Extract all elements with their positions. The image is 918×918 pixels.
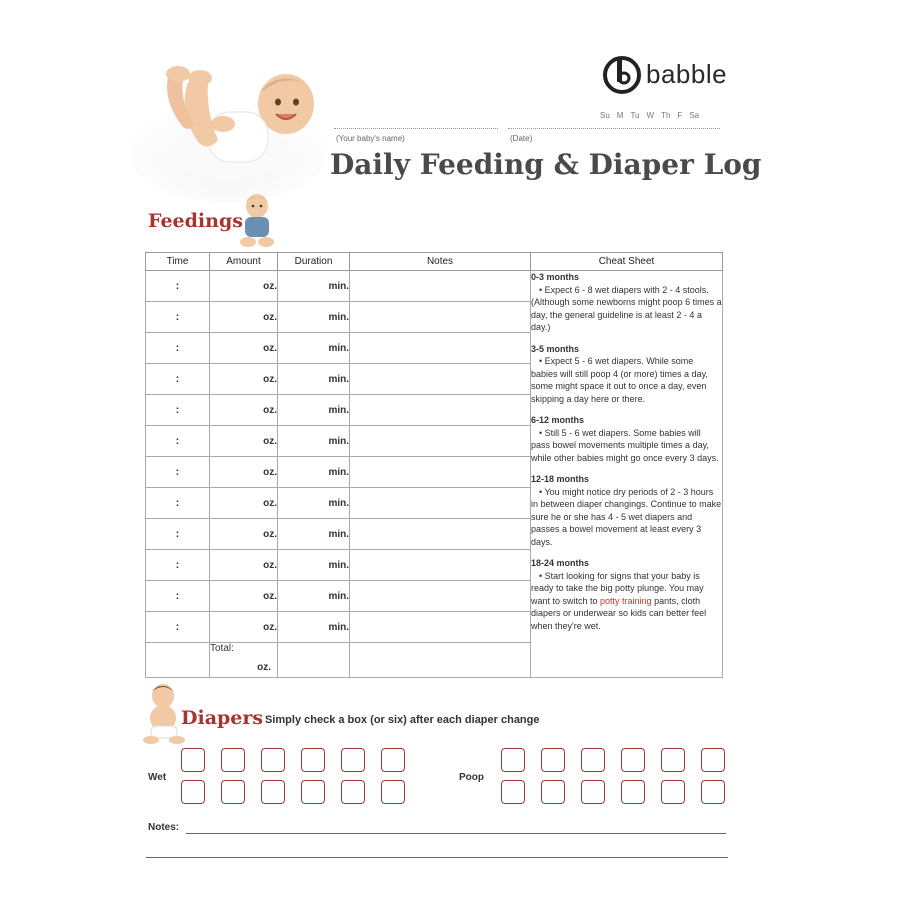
- wet-checkbox[interactable]: [301, 780, 325, 804]
- cheat-section: [531, 343, 722, 406]
- notes-label: Notes:: [148, 822, 180, 833]
- notes-cell[interactable]: [350, 457, 531, 488]
- cheat-section: [531, 557, 722, 632]
- cheat-text-before: • Start looking for signs that your baby is ready to take the big potty plunge. You may want to switch to: [531, 570, 704, 606]
- feeding-table: [145, 252, 723, 678]
- notes-cell[interactable]: [350, 271, 531, 302]
- amount-cell[interactable]: oz.: [210, 271, 278, 302]
- wet-checkbox-grid: [181, 748, 405, 804]
- page-title: Daily Feeding & Diaper Log: [330, 148, 762, 181]
- time-cell[interactable]: :: [146, 519, 210, 550]
- notes-cell[interactable]: [350, 395, 531, 426]
- notes-cell[interactable]: [350, 612, 531, 643]
- cheat-text: • Still 5 - 6 wet diapers. Some babies will pass bowel movements multiple times a day, while other babies might go once every 3 days.: [531, 427, 719, 463]
- duration-cell[interactable]: min.: [278, 581, 350, 612]
- poop-checkbox[interactable]: [541, 748, 565, 772]
- poop-checkbox[interactable]: [581, 748, 605, 772]
- cheat-text: [531, 570, 722, 633]
- total-label: Total:: [210, 643, 234, 654]
- time-cell[interactable]: :: [146, 457, 210, 488]
- amount-cell[interactable]: oz.: [210, 581, 278, 612]
- duration-cell[interactable]: min.: [278, 612, 350, 643]
- poop-checkbox[interactable]: [581, 780, 605, 804]
- cheat-sheet: [531, 271, 723, 678]
- poop-checkbox[interactable]: [701, 780, 725, 804]
- cheat-section: [531, 473, 722, 548]
- col-amount: Amount: [210, 253, 278, 271]
- date-label: (Date): [510, 134, 533, 143]
- cheat-section: [531, 271, 722, 334]
- wet-checkbox[interactable]: [261, 748, 285, 772]
- cheat-heading: 12-18 months: [531, 474, 590, 484]
- duration-cell[interactable]: min.: [278, 457, 350, 488]
- poop-checkbox[interactable]: [501, 748, 525, 772]
- time-cell[interactable]: :: [146, 612, 210, 643]
- amount-cell[interactable]: oz.: [210, 550, 278, 581]
- total-oz: oz.: [257, 662, 271, 673]
- diapers-heading: Diapers: [181, 707, 264, 729]
- wet-checkbox[interactable]: [341, 748, 365, 772]
- time-cell[interactable]: :: [146, 581, 210, 612]
- duration-cell[interactable]: min.: [278, 271, 350, 302]
- amount-cell[interactable]: oz.: [210, 488, 278, 519]
- diapers-instruction: Simply check a box (or six) after each diaper change: [265, 714, 540, 726]
- amount-cell[interactable]: oz.: [210, 426, 278, 457]
- babble-logo-text: babble: [646, 58, 728, 89]
- notes-cell[interactable]: [350, 581, 531, 612]
- feedings-heading: Feedings: [148, 210, 243, 232]
- cheat-text-after: pants, cloth diapers or underwear so kids can better feel when they're wet.: [531, 595, 707, 631]
- duration-cell[interactable]: min.: [278, 550, 350, 581]
- wet-checkbox[interactable]: [341, 780, 365, 804]
- wet-checkbox[interactable]: [261, 780, 285, 804]
- weekday-th[interactable]: Th: [661, 111, 671, 120]
- poop-checkbox[interactable]: [541, 780, 565, 804]
- total-time-cell: [146, 643, 210, 678]
- wet-checkbox[interactable]: [381, 748, 405, 772]
- time-cell[interactable]: :: [146, 271, 210, 302]
- notes-cell[interactable]: [350, 519, 531, 550]
- wet-checkbox[interactable]: [221, 780, 245, 804]
- wet-label: Wet: [148, 772, 167, 783]
- cheat-heading: 3-5 months: [531, 343, 580, 354]
- weekday-list: [600, 111, 699, 120]
- amount-cell[interactable]: oz.: [210, 302, 278, 333]
- weekday-su[interactable]: Su: [600, 111, 610, 120]
- notes-cell[interactable]: [350, 364, 531, 395]
- notes-cell[interactable]: [350, 426, 531, 457]
- time-cell[interactable]: :: [146, 488, 210, 519]
- wet-checkbox[interactable]: [181, 780, 205, 804]
- amount-cell[interactable]: oz.: [210, 457, 278, 488]
- poop-checkbox[interactable]: [701, 748, 725, 772]
- baby-photo: [128, 52, 338, 202]
- table-row: [146, 271, 723, 302]
- duration-cell[interactable]: min.: [278, 426, 350, 457]
- time-cell[interactable]: :: [146, 364, 210, 395]
- col-notes: Notes: [350, 253, 531, 271]
- sitting-baby-photo: [236, 192, 278, 248]
- total-amount-cell[interactable]: [210, 643, 278, 678]
- poop-checkbox[interactable]: [661, 780, 685, 804]
- duration-cell[interactable]: min.: [278, 488, 350, 519]
- cheat-text: • Expect 5 - 6 wet diapers. While some babies will still poop 4 (or more) times a day, some might space it out to once a day, even skipping a day here or there.: [531, 356, 708, 404]
- time-cell[interactable]: :: [146, 333, 210, 364]
- total-notes-cell[interactable]: [350, 643, 531, 678]
- babble-logo: [602, 54, 727, 94]
- duration-cell[interactable]: min.: [278, 395, 350, 426]
- col-cheat-sheet: Cheat Sheet: [531, 253, 723, 271]
- date-field[interactable]: [508, 128, 720, 129]
- babble-logo-mark: [602, 54, 642, 94]
- duration-cell[interactable]: min.: [278, 519, 350, 550]
- poop-checkbox-grid: [501, 748, 725, 804]
- wet-checkbox[interactable]: [221, 748, 245, 772]
- weekday-f[interactable]: F: [677, 111, 683, 120]
- amount-cell[interactable]: oz.: [210, 612, 278, 643]
- notes-cell[interactable]: [350, 302, 531, 333]
- poop-label: Poop: [459, 772, 484, 783]
- duration-cell[interactable]: min.: [278, 302, 350, 333]
- feeding-table-header: [146, 253, 723, 271]
- time-cell[interactable]: :: [146, 550, 210, 581]
- cheat-heading: 0-3 months: [531, 272, 580, 282]
- total-duration-cell[interactable]: [278, 643, 350, 678]
- wet-checkbox[interactable]: [181, 748, 205, 772]
- weekday-tu[interactable]: Tu: [630, 111, 640, 120]
- poop-checkbox[interactable]: [661, 748, 685, 772]
- amount-cell[interactable]: oz.: [210, 333, 278, 364]
- time-cell[interactable]: :: [146, 395, 210, 426]
- notes-cell[interactable]: [350, 550, 531, 581]
- col-duration: Duration: [278, 253, 350, 271]
- cheat-section: [531, 414, 722, 464]
- cheat-heading: 6-12 months: [531, 415, 585, 425]
- time-cell[interactable]: :: [146, 302, 210, 333]
- baby-name-label: (Your baby's name): [336, 134, 405, 143]
- cheat-heading: 18-24 months: [531, 558, 590, 568]
- wet-checkbox[interactable]: [381, 780, 405, 804]
- time-cell[interactable]: :: [146, 426, 210, 457]
- duration-cell[interactable]: min.: [278, 364, 350, 395]
- notes-line[interactable]: [146, 857, 728, 858]
- notes-cell[interactable]: [350, 333, 531, 364]
- wet-checkbox[interactable]: [301, 748, 325, 772]
- weekday-m[interactable]: M: [616, 111, 624, 120]
- weekday-w[interactable]: W: [646, 111, 655, 120]
- poop-checkbox[interactable]: [621, 748, 645, 772]
- amount-cell[interactable]: oz.: [210, 364, 278, 395]
- potty-training-link[interactable]: potty training: [600, 595, 652, 606]
- amount-cell[interactable]: oz.: [210, 519, 278, 550]
- duration-cell[interactable]: min.: [278, 333, 350, 364]
- notes-line[interactable]: [186, 833, 726, 834]
- weekday-sa[interactable]: Sa: [689, 111, 700, 120]
- amount-cell[interactable]: oz.: [210, 395, 278, 426]
- baby-name-field[interactable]: [334, 128, 498, 129]
- poop-checkbox[interactable]: [621, 780, 645, 804]
- poop-checkbox[interactable]: [501, 780, 525, 804]
- cheat-text: • You might notice dry periods of 2 - 3 hours in between diaper changings. Continue to make sure he or she has 4 - 5 wet diapers and passes a bowel movement at least every 3 days.: [531, 486, 722, 547]
- notes-cell[interactable]: [350, 488, 531, 519]
- col-time: Time: [146, 253, 210, 271]
- cheat-text: • Expect 6 - 8 wet diapers with 2 - 4 stools. (Although some newborns might poop 6 times a day, the general guideline is at least 2 - 4 a day.): [531, 284, 722, 332]
